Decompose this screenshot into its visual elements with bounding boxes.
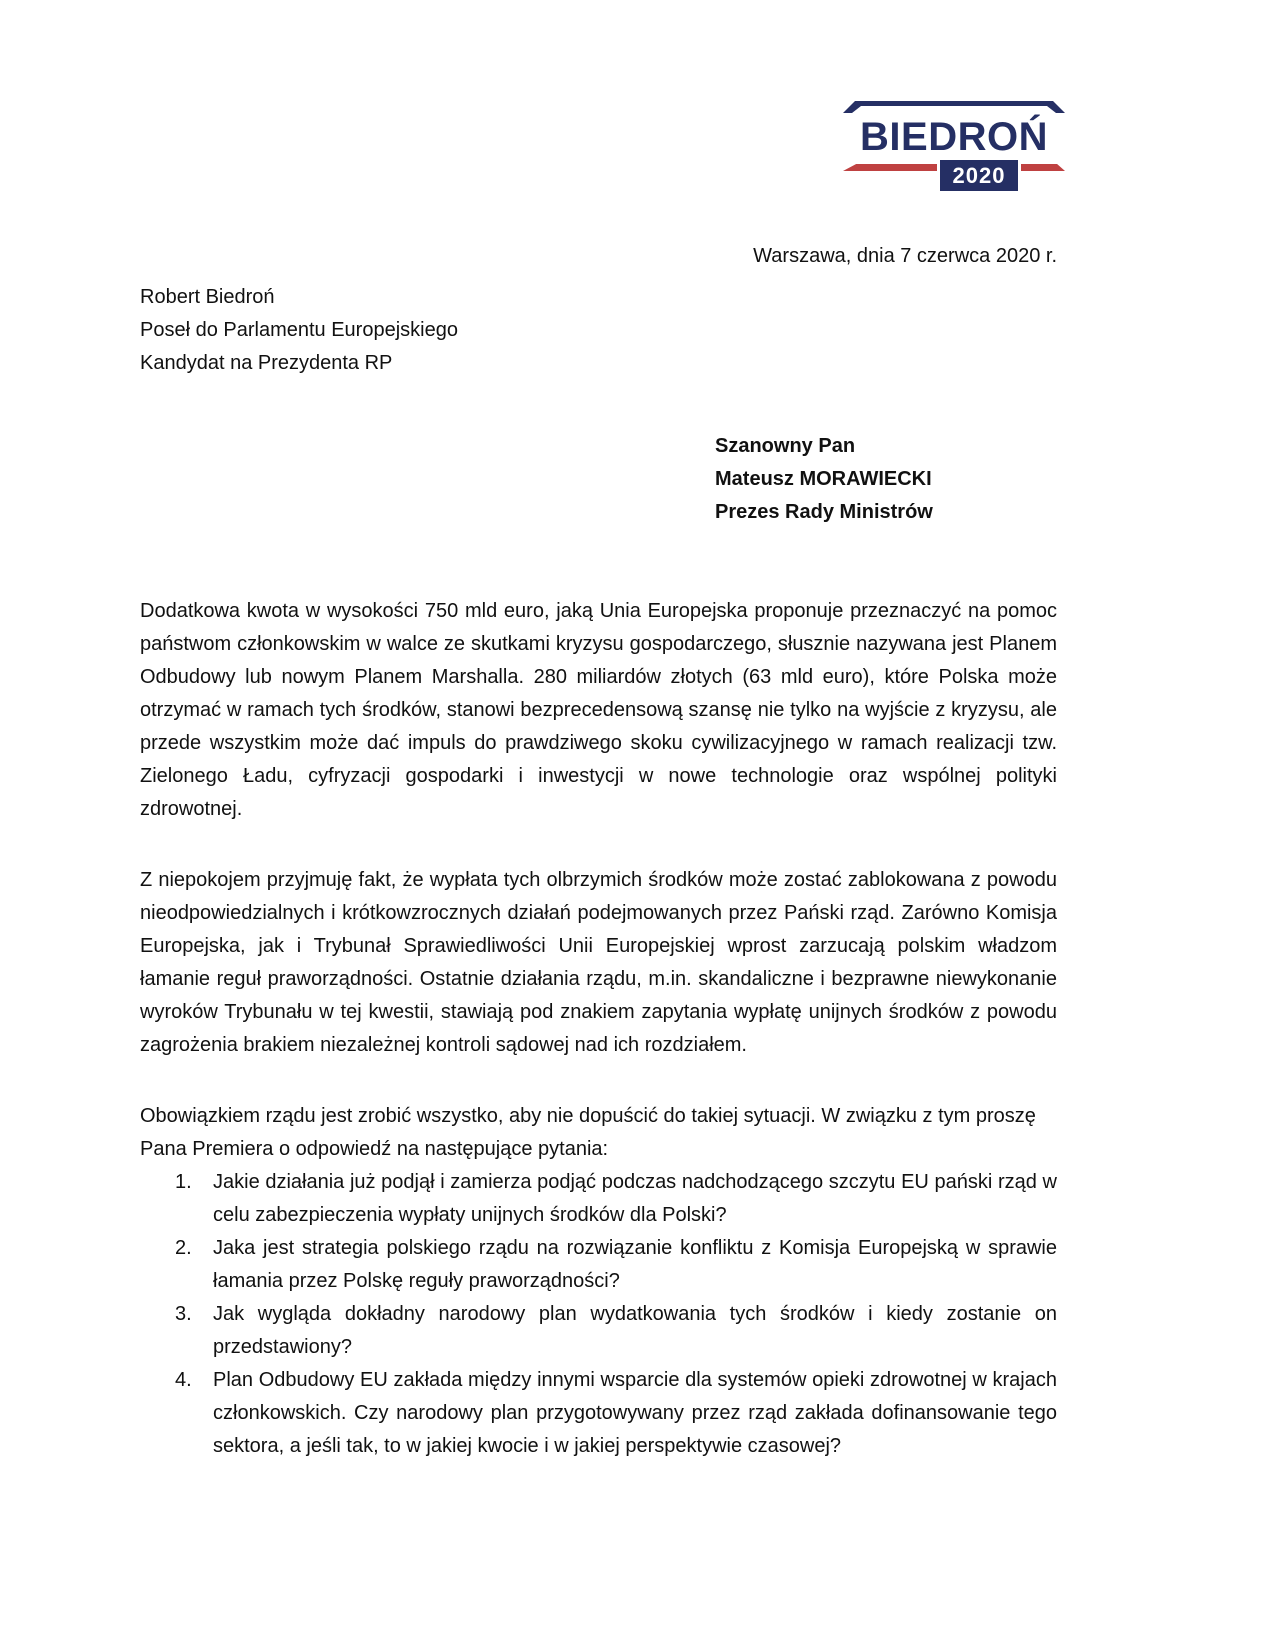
logo-name: BIEDROŃ [860,115,1048,159]
logo-bottom-band [843,160,1065,196]
list-item [140,1232,1057,1298]
logo-year-badge: 2020 [940,160,1018,191]
body-paragraph-2: Z niepokojem przyjmuję fakt, że wypłata tych olbrzymich środków może zostać zablokowana z powodu nieodpowiedzialnych i krótkowzrocznych działań podejmowanych przez Pański rząd. Zarówno Komisja Europejska, jak i Trybunał Sprawiedliwości Unii Europejskiej wprost zarzucają polskim władzom łamanie reguł praworządności. Ostatnie działania rządu, m.in. skandaliczne i bezprawne niewykonanie wyroków Trybunału w tej kwestii, stawiają pod znakiem zapytania wypłatę unijnych środków z powodu zagrożenia brakiem niezależnej kontroli sądowej nad ich rozdziałem. [140,869,1057,1056]
body-paragraph-3: Obowiązkiem rządu jest zrobić wszystko, aby nie dopuścić do takiej sytuacji. W związku z tym proszę Pana Premiera o odpowiedź na następujące pytania: [140,1105,1036,1160]
logo-red-line-right [1021,164,1065,171]
list-item-number: 1. [175,1171,192,1193]
biedron-2020-logo [843,98,1065,196]
logo-red-line-left [843,164,937,171]
list-item [140,1364,1057,1463]
sender-title-2: Kandydat na Prezydenta RP [140,352,393,374]
sender-title-1: Poseł do Parlamentu Europejskiego [140,319,458,341]
sender-block [140,281,1057,380]
list-item [140,1166,1057,1232]
list-item-number: 4. [175,1369,192,1391]
recipient-salutation: Szanowny Pan [715,435,856,457]
sender-name: Robert Biedroń [140,286,275,308]
list-item [140,1298,1057,1364]
recipient-block [715,430,1057,529]
date-line: Warszawa, dnia 7 czerwca 2020 r. [753,245,1057,267]
list-item-number: 2. [175,1237,192,1259]
list-item-text: Jak wygląda dokładny narodowy plan wydatkowania tych środków i kiedy zostanie on przedstawiony? [213,1303,1057,1358]
list-item-text: Plan Odbudowy EU zakłada między innymi wsparcie dla systemów opieki zdrowotnej w krajach członkowskich. Czy narodowy plan przygotowywany przez rząd zakłada dofinansowanie tego sektora, a jeśli tak, to w jakiej kwocie i w jakiej perspektywie czasowej? [213,1369,1057,1457]
body-paragraph-1: Dodatkowa kwota w wysokości 750 mld euro, jaką Unia Europejska proponuje przeznaczyć na pomoc państwom członkowskim w walce ze skutkami kryzysu gospodarczego, słusznie nazywana jest Planem Odbudowy lub nowym Planem Marshalla. 280 miliardów złotych (63 mld euro), które Polska może otrzymać w ramach tych środków, stanowi bezprecedensową szansę nie tylko na wyjście z kryzysu, ale przede wszystkim może dać impuls do prawdziwego skoku cywilizacyjnego w ramach realizacji tzw. Zielonego Ładu, cyfryzacji gospodarki i inwestycji w nowe technologie oraz wspólnej polityki zdrowotnej. [140,600,1057,820]
list-item-text: Jakie działania już podjął i zamierza podjąć podczas nadchodzącego szczytu EU pański rząd w celu zabezpieczenia wypłaty unijnych środków dla Polski? [213,1171,1057,1226]
logo-swoosh-icon [843,98,1065,114]
list-item-text: Jaka jest strategia polskiego rządu na rozwiązanie konfliktu z Komisja Europejską w sprawie łamania przez Polskę reguły praworządności? [213,1237,1057,1292]
questions-list [140,1166,1057,1463]
recipient-title: Prezes Rady Ministrów [715,501,933,523]
list-item-number: 3. [175,1303,192,1325]
recipient-name: Mateusz MORAWIECKI [715,468,932,490]
